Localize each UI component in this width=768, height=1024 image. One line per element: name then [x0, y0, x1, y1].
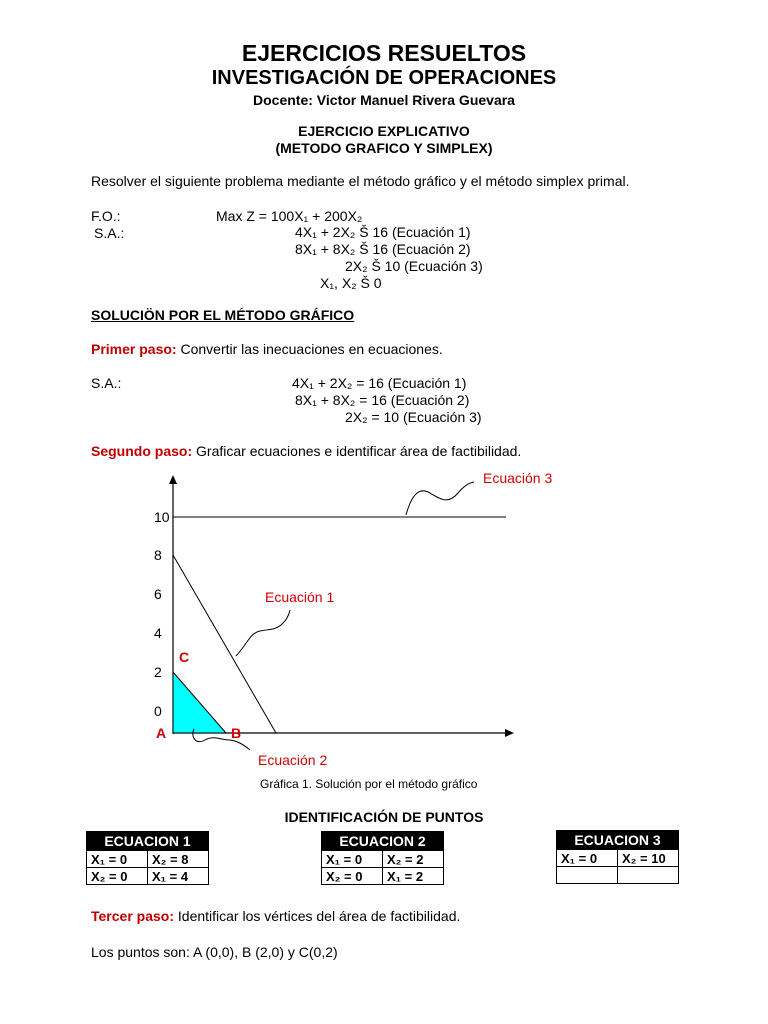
table-cell: X₂ = 2 — [383, 851, 444, 868]
table-cell: X₁ = 0 — [557, 850, 618, 867]
y-axis-arrow — [169, 475, 177, 484]
step2-paragraph — [91, 443, 521, 459]
table-cell: X₁ = 0 — [87, 851, 148, 868]
y-tick-label: 6 — [154, 586, 162, 602]
annotation-equation-2: Ecuación 2 — [258, 752, 328, 768]
equation-1: 4X₁ + 2X₂ = 16 (Ecuación 1) — [292, 375, 467, 391]
table-header: ECUACION 2 — [322, 832, 444, 851]
annotation-equation-1: Ecuación 1 — [265, 589, 335, 605]
y-tick-label: 0 — [154, 703, 162, 719]
step1-label: Primer paso: — [91, 341, 177, 357]
equation-2: 8X₁ + 8X₂ = 16 (Ecuación 2) — [295, 392, 470, 408]
table-cell: X₂ = 0 — [322, 868, 383, 885]
table-cell — [557, 867, 618, 884]
point-label-c: C — [179, 649, 190, 665]
point-label-a: A — [156, 725, 167, 741]
y-tick-label: 4 — [154, 625, 162, 641]
points-title: IDENTIFICACIÓN DE PUNTOS — [284, 809, 484, 825]
step2-label: Segundo paso: — [91, 443, 193, 459]
point-label-b: B — [231, 725, 242, 741]
document-title: EJERCICIOS RESUELTOS — [241, 40, 527, 66]
equation-3-pointer — [406, 482, 474, 515]
constraint-2: 8X₁ + 8X₂ Š 16 (Ecuación 2) — [295, 241, 471, 257]
y-tick-label: 8 — [154, 547, 162, 563]
constraint-4: X₁, X₂ Š 0 — [320, 275, 382, 291]
equation-1-pointer — [236, 610, 290, 656]
annotation-equation-3: Ecuación 3 — [483, 470, 553, 486]
step3-text: Identificar los vértices del área de factibilidad. — [177, 908, 461, 924]
table-cell: X₁ = 4 — [148, 868, 209, 885]
table-header: ECUACION 1 — [87, 832, 209, 851]
table-cell: X₂ = 8 — [148, 851, 209, 868]
feasible-region — [173, 672, 226, 733]
document-subtitle: INVESTIGACIÓN DE OPERACIONES — [211, 67, 557, 89]
step3-label: Tercer paso: — [91, 908, 174, 924]
table-equation-2 — [321, 831, 444, 885]
table-cell: X₂ = 10 — [618, 850, 679, 867]
fo-label: F.O.: — [91, 208, 121, 224]
teacher-name: Docente: Victor Manuel Rivera Guevara — [253, 92, 515, 108]
table-cell — [618, 867, 679, 884]
step2-text: Graficar ecuaciones e identificar área de factibilidad. — [196, 443, 522, 459]
table-cell: X₁ = 2 — [383, 868, 444, 885]
section-heading: SOLUCIÖN POR EL MÉTODO GRÁFICO — [91, 307, 355, 323]
method-title: (METODO GRAFICO Y SIMPLEX) — [275, 140, 493, 156]
sa-label: S.A.: — [94, 225, 125, 241]
constraint-1: 4X₁ + 2X₂ Š 16 (Ecuación 1) — [295, 224, 471, 240]
table-cell: X₂ = 0 — [87, 868, 148, 885]
table-equation-3 — [556, 830, 679, 884]
chart-caption: Gráfica 1. Solución por el método gráfico — [260, 777, 478, 791]
table-equation-1 — [86, 831, 209, 885]
points-summary: Los puntos son: A (0,0), B (2,0) y C(0,2) — [91, 944, 338, 960]
step1-sa-label: S.A.: — [91, 375, 122, 391]
step1-text: Convertir las inecuaciones en ecuaciones. — [180, 341, 443, 357]
table-header: ECUACION 3 — [557, 831, 679, 850]
y-tick-label: 10 — [154, 509, 170, 525]
x-axis-arrow — [505, 729, 514, 737]
exercise-title: EJERCICIO EXPLICATIVO — [298, 123, 470, 139]
table-cell: X₁ = 0 — [322, 851, 383, 868]
problem-intro: Resolver el siguiente problema mediante el método gráfico y el método simplex primal. — [91, 173, 630, 189]
graphical-solution-chart — [0, 465, 768, 795]
constraint-3: 2X₂ Š 10 (Ecuación 3) — [345, 258, 483, 274]
objective-function: Max Z = 100X₁ + 200X₂ — [216, 208, 363, 224]
y-tick-label: 2 — [154, 664, 162, 680]
step3-paragraph — [91, 908, 460, 924]
step1-paragraph — [91, 341, 443, 357]
equation-3: 2X₂ = 10 (Ecuación 3) — [345, 409, 482, 425]
